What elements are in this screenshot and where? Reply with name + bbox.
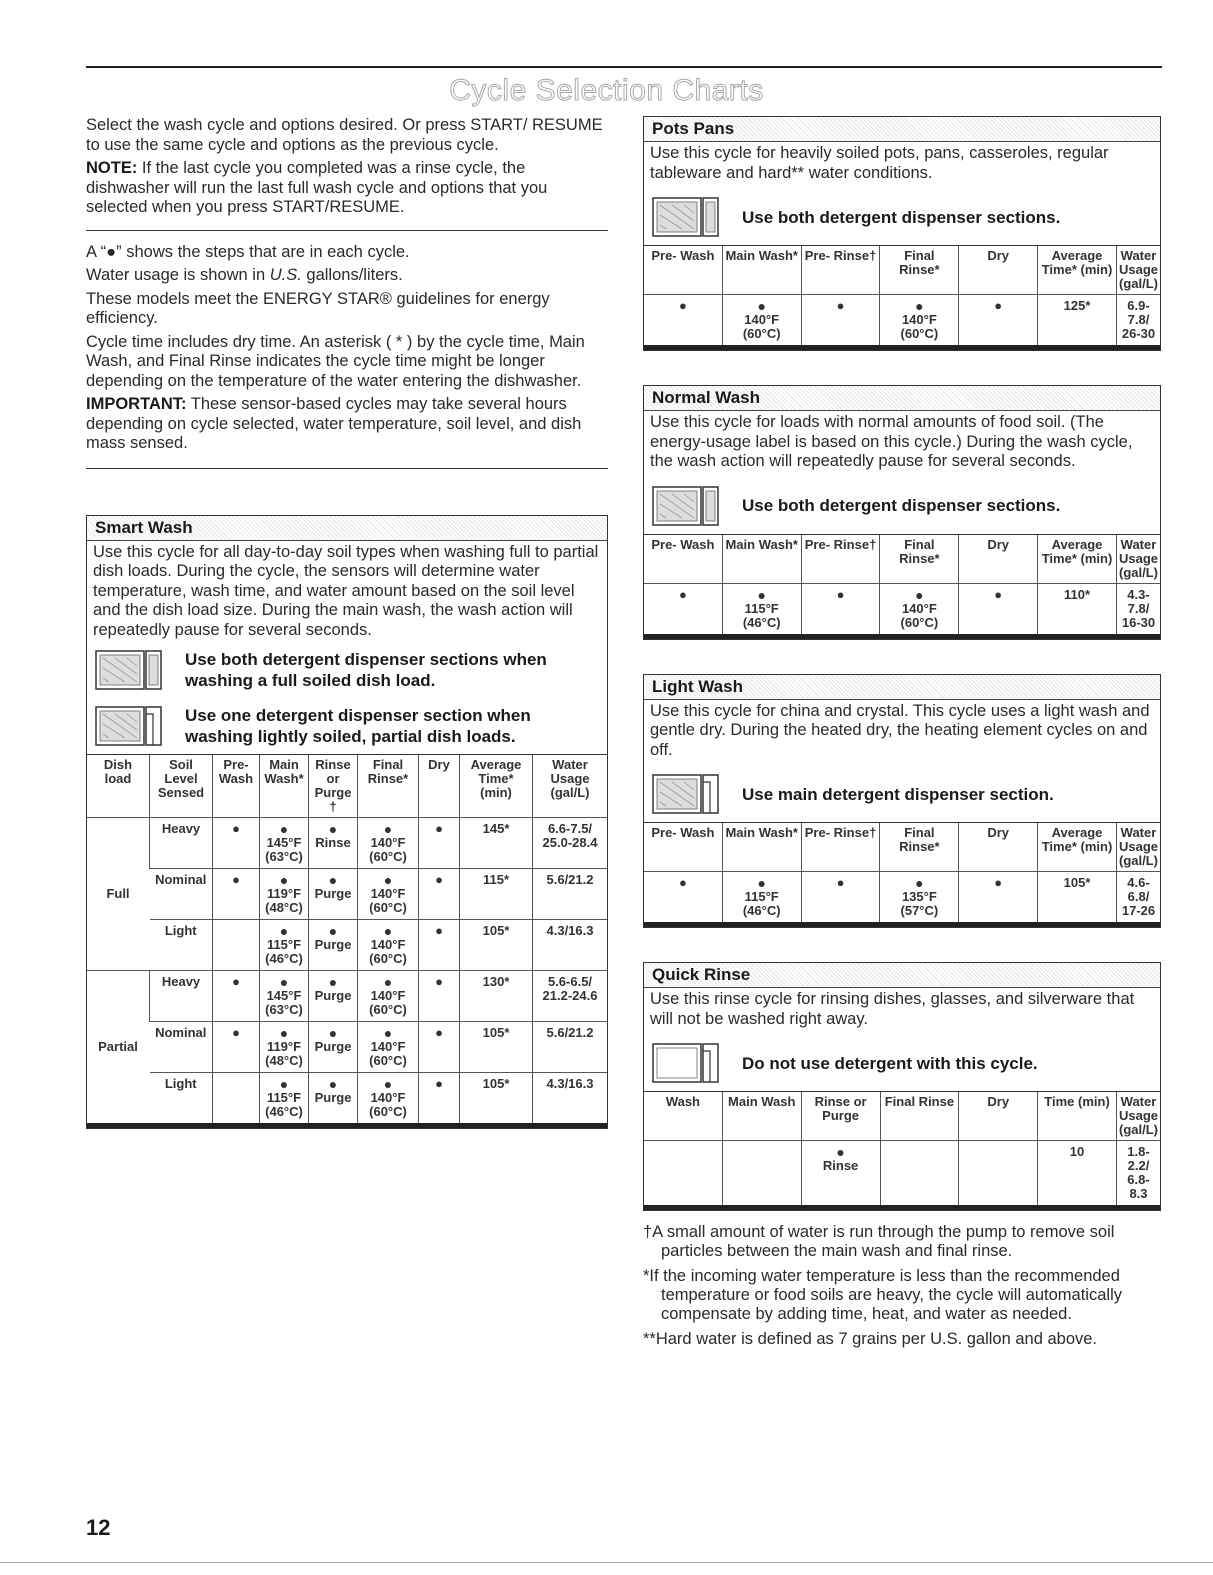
table-row bbox=[87, 869, 607, 920]
water-cell: 5.6-6.5/ 21.2-24.6 bbox=[533, 971, 608, 1022]
cycle-time-note: Cycle time includes dry time. An asterisk ( * ) by the cycle time, Main Wash, and Final Rinse indicates the cycle time might be longer depending on the temperature of the water entering the dishwasher. bbox=[86, 332, 585, 390]
soil-level-cell: Nominal bbox=[150, 869, 213, 920]
normal-wash-section bbox=[643, 385, 1161, 640]
table-header: Water Usage (gal/L) bbox=[1116, 534, 1160, 583]
water-cell: 4.3/16.3 bbox=[533, 920, 608, 971]
cycle-description: Use this rinse cycle for rinsing dishes, glasses, and silverware that will not be washed right away. bbox=[650, 990, 1135, 1028]
table-header: Main Wash* bbox=[260, 755, 309, 818]
table-header-row bbox=[644, 823, 1160, 872]
table-header-row bbox=[644, 1092, 1160, 1141]
intro-paragraph: Select the wash cycle and options desired. Or press START/ RESUME to use the same cycle and options as the previous cycle. bbox=[86, 116, 603, 154]
quick-rinse-table bbox=[644, 1091, 1160, 1205]
table-row bbox=[644, 872, 1160, 923]
final-rinse-cell: ● 140°F (60°C) bbox=[358, 818, 419, 869]
time-cell: 110* bbox=[1038, 583, 1117, 634]
main-wash-cell: ● 119°F (48°C) bbox=[260, 869, 309, 920]
pre-wash-cell: ● bbox=[644, 872, 722, 923]
dish-load-cell: Partial bbox=[87, 971, 150, 1124]
soil-level-cell: Light bbox=[150, 1073, 213, 1124]
rinse-purge-cell: ● Rinse bbox=[309, 818, 358, 869]
table-bottom-rule bbox=[644, 345, 1160, 350]
table-header: Final Rinse bbox=[880, 1092, 959, 1141]
detergent-instruction bbox=[644, 478, 1160, 534]
cycle-title: Pots Pans bbox=[644, 117, 1160, 142]
pre-wash-cell: ● bbox=[644, 583, 722, 634]
dry-cell: ● bbox=[419, 1022, 460, 1073]
rinse-purge-cell: ● Purge bbox=[309, 1022, 358, 1073]
light-wash-table bbox=[644, 822, 1160, 922]
main-wash-cell: ● 115°F (46°C) bbox=[260, 1073, 309, 1124]
table-header: Pre- Wash bbox=[213, 755, 260, 818]
water-cell: 6.9-7.8/ 26-30 bbox=[1116, 295, 1160, 346]
table-bottom-rule bbox=[644, 922, 1160, 927]
time-cell: 105* bbox=[460, 1022, 533, 1073]
cycle-description: Use this cycle for heavily soiled pots, pans, casseroles, regular tableware and hard** water conditions. bbox=[650, 144, 1109, 182]
dry-cell: ● bbox=[959, 872, 1038, 923]
energy-star-note: These models meet the ENERGY STAR® guidelines for energy efficiency. bbox=[86, 289, 550, 327]
time-cell: 125* bbox=[1038, 295, 1117, 346]
pots-pans-table bbox=[644, 245, 1160, 345]
table-row bbox=[644, 295, 1160, 346]
dry-cell: ● bbox=[419, 971, 460, 1022]
table-header: Water Usage (gal/L) bbox=[1116, 246, 1160, 295]
table-header: Final Rinse* bbox=[880, 823, 959, 872]
footnote-asterisk: *If the incoming water temperature is less than the recommended temperature or food soils are heavy, the cycle will automatically compensate by adding time, heat, and water as needed. bbox=[643, 1267, 1122, 1323]
pre-rinse-cell: ● bbox=[801, 872, 880, 923]
table-bottom-rule bbox=[644, 634, 1160, 639]
water-cell: 6.6-7.5/ 25.0-28.4 bbox=[533, 818, 608, 869]
dot-legend: A “●” shows the steps that are in each cycle. bbox=[86, 242, 410, 261]
final-rinse-cell: ● 140°F (60°C) bbox=[358, 869, 419, 920]
table-bottom-rule bbox=[644, 1205, 1160, 1210]
final-rinse-cell: ● 140°F (60°C) bbox=[358, 1022, 419, 1073]
main-wash-cell: ● 119°F (48°C) bbox=[260, 1022, 309, 1073]
dish-load-cell: Full bbox=[87, 818, 150, 971]
table-header: Pre- Wash bbox=[644, 823, 722, 872]
cycle-title: Light Wash bbox=[644, 675, 1160, 700]
pre-wash-cell: ● bbox=[213, 818, 260, 869]
note-paragraph bbox=[86, 159, 608, 218]
water-cell: 4.3/16.3 bbox=[533, 1073, 608, 1124]
wash-cell bbox=[644, 1141, 722, 1206]
dry-cell bbox=[959, 1141, 1038, 1206]
smart-wash-section bbox=[86, 515, 608, 1130]
table-bottom-rule bbox=[87, 1123, 607, 1128]
table-header: Main Wash* bbox=[722, 534, 801, 583]
pre-rinse-cell: ● bbox=[801, 295, 880, 346]
detergent-instruction bbox=[87, 646, 607, 698]
rinse-purge-cell: ● Purge bbox=[309, 920, 358, 971]
table-header: Water Usage (gal/L) bbox=[533, 755, 608, 818]
detergent-dispenser-both-icon bbox=[652, 484, 720, 528]
table-row bbox=[87, 920, 607, 971]
soil-level-cell: Nominal bbox=[150, 1022, 213, 1073]
main-wash-cell: ● 145°F (63°C) bbox=[260, 818, 309, 869]
final-rinse-cell: ● 135°F (57°C) bbox=[880, 872, 959, 923]
table-header: Pre- Rinse† bbox=[801, 823, 880, 872]
main-wash-cell: ● 115°F (46°C) bbox=[722, 872, 801, 923]
detergent-instruction bbox=[644, 1035, 1160, 1091]
pre-wash-cell bbox=[213, 920, 260, 971]
table-row bbox=[87, 818, 607, 869]
table-row bbox=[87, 971, 607, 1022]
footnotes bbox=[643, 1223, 1161, 1349]
right-column bbox=[643, 116, 1161, 1355]
table-header-row bbox=[644, 246, 1160, 295]
detergent-dispenser-empty-icon bbox=[652, 1041, 720, 1085]
table-header: Average Time* (min) bbox=[1038, 534, 1117, 583]
pre-wash-cell: ● bbox=[644, 295, 722, 346]
main-wash-cell: ● 115°F (46°C) bbox=[260, 920, 309, 971]
table-header-row bbox=[644, 534, 1160, 583]
main-wash-cell: ● 145°F (63°C) bbox=[260, 971, 309, 1022]
table-header: Dish load bbox=[87, 755, 150, 818]
time-cell: 105* bbox=[460, 920, 533, 971]
table-header: Main Wash bbox=[722, 1092, 801, 1141]
pre-wash-cell: ● bbox=[213, 971, 260, 1022]
time-cell: 115* bbox=[460, 869, 533, 920]
water-cell: 4.3-7.8/ 16-30 bbox=[1116, 583, 1160, 634]
detergent-text: Use one detergent dispenser section when washing lightly soiled, partial dish loads. bbox=[185, 706, 531, 746]
light-wash-section bbox=[643, 674, 1161, 929]
main-wash-cell bbox=[722, 1141, 801, 1206]
water-cell: 5.6/21.2 bbox=[533, 869, 608, 920]
page-title: Cycle Selection Charts bbox=[449, 74, 764, 107]
detergent-text: Use main detergent dispenser section. bbox=[742, 784, 1054, 804]
dry-cell: ● bbox=[419, 869, 460, 920]
final-rinse-cell bbox=[880, 1141, 959, 1206]
table-header: Pre- Wash bbox=[644, 534, 722, 583]
cycle-title: Smart Wash bbox=[87, 516, 607, 541]
footnote-dagger: †A small amount of water is run through the pump to remove soil particles between the main wash and final rinse. bbox=[643, 1223, 1115, 1260]
detergent-dispenser-main-icon bbox=[652, 772, 720, 816]
table-header: Dry bbox=[959, 534, 1038, 583]
main-wash-cell: ● 140°F (60°C) bbox=[722, 295, 801, 346]
water-usage-note: Water usage is shown in U.S. gallons/liters. bbox=[86, 266, 403, 284]
dry-cell: ● bbox=[419, 818, 460, 869]
final-rinse-cell: ● 140°F (60°C) bbox=[358, 971, 419, 1022]
table-header: Dry bbox=[419, 755, 460, 818]
rinse-purge-cell: ● Purge bbox=[309, 971, 358, 1022]
detergent-text: Do not use detergent with this cycle. bbox=[742, 1053, 1038, 1073]
time-cell: 130* bbox=[460, 971, 533, 1022]
bottom-rule bbox=[0, 1562, 1213, 1563]
time-cell: 105* bbox=[460, 1073, 533, 1124]
table-header: Dry bbox=[959, 1092, 1038, 1141]
note-text: If the last cycle you completed was a rinse cycle, the dishwasher will run the last full wash cycle and options that you selected when you press START/RESUME. bbox=[86, 159, 548, 216]
cycle-description: Use this cycle for all day-to-day soil types when washing full to partial dish loads. During the cycle, the sensors will determine water temperature, wash time, and water amount based on the soil level and the dish load size. During the main wash, the wash action will repeatedly pause for several seconds. bbox=[93, 542, 599, 639]
rinse-purge-cell: ● Purge bbox=[309, 1073, 358, 1124]
water-cell: 5.6/21.2 bbox=[533, 1022, 608, 1073]
table-header: Time (min) bbox=[1038, 1092, 1117, 1141]
table-header: Final Rinse* bbox=[880, 246, 959, 295]
page-number: 12 bbox=[86, 1515, 111, 1540]
table-header: Pre- Rinse† bbox=[801, 534, 880, 583]
table-header: Wash bbox=[644, 1092, 722, 1141]
table-row bbox=[644, 583, 1160, 634]
dry-cell: ● bbox=[419, 1073, 460, 1124]
table-row bbox=[87, 1073, 607, 1124]
left-column bbox=[86, 116, 608, 1129]
table-header: Soil Level Sensed bbox=[150, 755, 213, 818]
rinse-purge-cell: ● Purge bbox=[309, 869, 358, 920]
table-header-row bbox=[87, 755, 607, 818]
table-header: Final Rinse* bbox=[358, 755, 419, 818]
table-header: Pre- Rinse† bbox=[801, 246, 880, 295]
table-header: Average Time* (min) bbox=[460, 755, 533, 818]
important-label: IMPORTANT: bbox=[86, 395, 187, 413]
table-header: Water Usage (gal/L) bbox=[1116, 1092, 1160, 1141]
time-cell: 145* bbox=[460, 818, 533, 869]
detergent-instruction bbox=[644, 766, 1160, 822]
table-row bbox=[644, 1141, 1160, 1206]
quick-rinse-section bbox=[643, 962, 1161, 1211]
time-cell: 105* bbox=[1038, 872, 1117, 923]
final-rinse-cell: ● 140°F (60°C) bbox=[358, 1073, 419, 1124]
detergent-text: Use both detergent dispenser sections. bbox=[742, 496, 1061, 515]
footnote-double-asterisk: **Hard water is defined as 7 grains per U.S. gallon and above. bbox=[643, 1330, 1098, 1348]
important-paragraph: IMPORTANT: These sensor-based cycles may take several hours depending on cycle selected, water temperature, soil level, and dish mass sensed. bbox=[86, 395, 582, 452]
table-header: Main Wash* bbox=[722, 823, 801, 872]
main-wash-cell: ● 115°F (46°C) bbox=[722, 583, 801, 634]
section-divider bbox=[86, 468, 608, 469]
cycle-description: Use this cycle for china and crystal. This cycle uses a light wash and gentle dry. During the heated dry, the heating element cycles on and off. bbox=[650, 701, 1150, 759]
detergent-text: Use both detergent dispenser sections when washing a full soiled dish load. bbox=[185, 650, 547, 690]
detergent-instruction bbox=[87, 698, 607, 754]
final-rinse-cell: ● 140°F (60°C) bbox=[358, 920, 419, 971]
section-divider bbox=[86, 230, 608, 231]
pre-rinse-cell: ● bbox=[801, 583, 880, 634]
table-header: Rinse or Purge bbox=[801, 1092, 880, 1141]
rinse-purge-cell: ● Rinse bbox=[801, 1141, 880, 1206]
detergent-dispenser-both-icon bbox=[95, 648, 163, 692]
smart-wash-table bbox=[87, 754, 607, 1123]
dry-cell: ● bbox=[959, 583, 1038, 634]
water-cell: 1.8-2.2/ 6.8-8.3 bbox=[1116, 1141, 1160, 1206]
detergent-text: Use both detergent dispenser sections. bbox=[742, 207, 1061, 227]
pre-wash-cell: ● bbox=[213, 869, 260, 920]
top-rule bbox=[86, 66, 1162, 68]
table-header: Average Time* (min) bbox=[1038, 823, 1117, 872]
dry-cell: ● bbox=[419, 920, 460, 971]
table-header: Dry bbox=[959, 823, 1038, 872]
pots-pans-section bbox=[643, 116, 1161, 351]
soil-level-cell: Heavy bbox=[150, 818, 213, 869]
table-row bbox=[87, 1022, 607, 1073]
final-rinse-cell: ● 140°F (60°C) bbox=[880, 583, 959, 634]
table-header: Rinse or Purge † bbox=[309, 755, 358, 818]
soil-level-cell: Heavy bbox=[150, 971, 213, 1022]
table-header: Pre- Wash bbox=[644, 246, 722, 295]
table-header: Final Rinse* bbox=[880, 534, 959, 583]
table-header: Water Usage (gal/L) bbox=[1116, 823, 1160, 872]
cycle-description: Use this cycle for loads with normal amounts of food soil. (The energy-usage label is based on this cycle.) During the wash cycle, the wash action will repeatedly pause for several seconds. bbox=[650, 413, 1133, 470]
cycle-title: Quick Rinse bbox=[644, 963, 1160, 988]
normal-wash-table bbox=[644, 534, 1160, 634]
detergent-instruction bbox=[644, 189, 1160, 245]
detergent-dispenser-main-icon bbox=[95, 704, 163, 748]
water-cell: 4.6-6.8/ 17-26 bbox=[1116, 872, 1160, 923]
table-header: Dry bbox=[959, 246, 1038, 295]
note-label: NOTE: bbox=[86, 159, 138, 177]
table-header: Average Time* (min) bbox=[1038, 246, 1117, 295]
pre-wash-cell bbox=[213, 1073, 260, 1124]
detergent-dispenser-both-icon bbox=[652, 195, 720, 239]
table-header: Main Wash* bbox=[722, 246, 801, 295]
soil-level-cell: Light bbox=[150, 920, 213, 971]
final-rinse-cell: ● 140°F (60°C) bbox=[880, 295, 959, 346]
cycle-title: Normal Wash bbox=[644, 386, 1160, 411]
pre-wash-cell: ● bbox=[213, 1022, 260, 1073]
dry-cell: ● bbox=[959, 295, 1038, 346]
time-cell: 10 bbox=[1038, 1141, 1117, 1206]
